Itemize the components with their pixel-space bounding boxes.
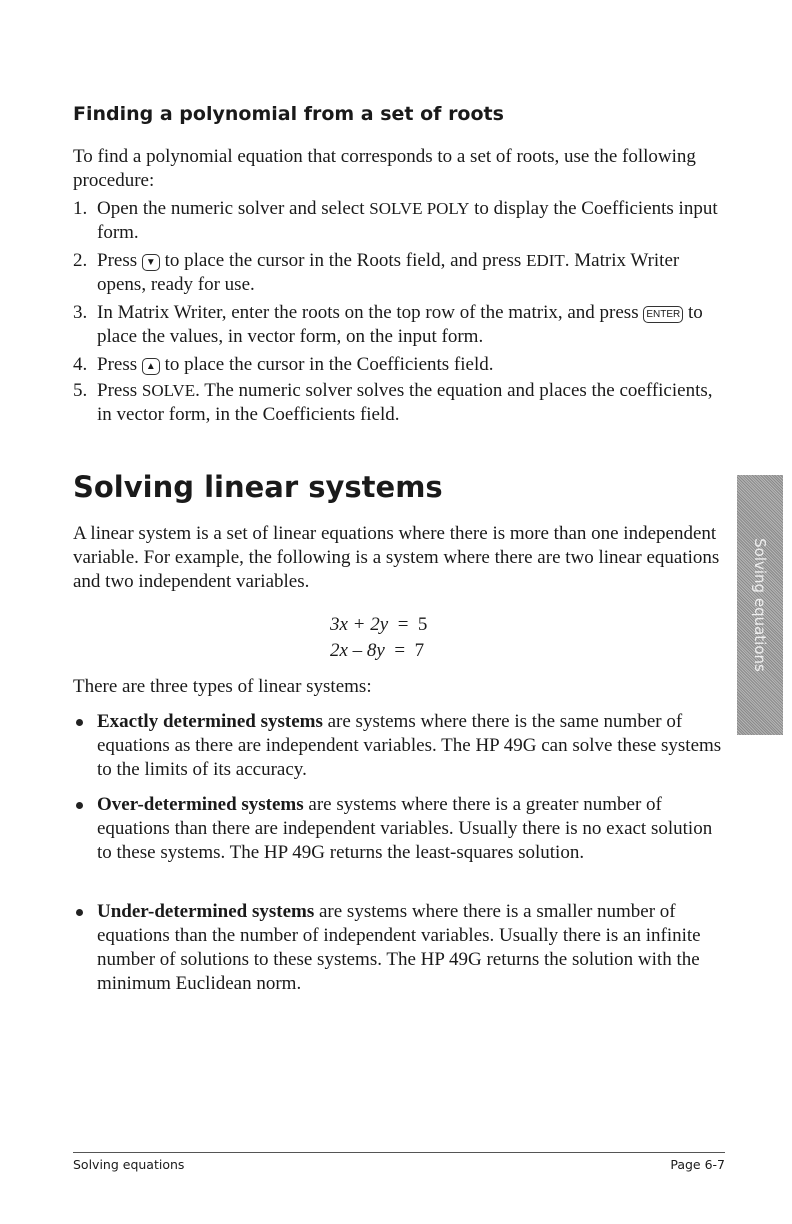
up-arrow-key-icon: ▲ — [142, 358, 160, 375]
step-text: Press — [97, 250, 142, 271]
step-number: 1. — [73, 198, 88, 219]
bullet-term: Over-determined systems — [97, 794, 304, 815]
equation — [330, 614, 427, 636]
bullet-item — [73, 710, 723, 782]
step-4 — [73, 353, 723, 377]
enter-key-icon: ENTER — [643, 306, 683, 323]
step-2 — [73, 249, 723, 297]
footer-chapter: Solving equations — [73, 1157, 185, 1172]
step-1 — [73, 197, 723, 245]
side-tab-label: Solving equations — [751, 538, 769, 672]
footer-rule — [73, 1152, 725, 1153]
equals-sign: = — [397, 614, 409, 635]
softkey-label: EDIT — [526, 251, 565, 270]
equals-sign: = — [394, 640, 406, 661]
step-number: 5. — [73, 380, 88, 401]
step-number: 3. — [73, 302, 88, 323]
equation — [330, 640, 424, 662]
types-intro: There are three types of linear systems: — [73, 676, 372, 697]
footer-page-number: Page 6-7 — [670, 1157, 725, 1172]
intro-paragraph: A linear system is a set of linear equations where there is more than one independent variable. For example, the following is a system where there are two linear equations and two independent variables. — [73, 523, 720, 592]
bullet-term: Under-determined systems — [97, 901, 315, 922]
equation-rhs: 5 — [417, 614, 428, 635]
chapter-side-tab — [737, 475, 783, 735]
bullet-item — [73, 793, 723, 865]
step-3 — [73, 301, 723, 349]
chapter-heading: Solving linear systems — [73, 470, 443, 504]
bullet-icon — [76, 802, 83, 809]
step-text: to place the cursor in the Coefficients field. — [159, 354, 494, 375]
step-text: Open the numeric solver and select — [97, 198, 370, 219]
step-number: 4. — [73, 354, 88, 375]
bullet-text: are systems where there is a smaller number of equations than the number of independent variables. Usually there is an infinite number of solutions to these systems. The HP 49G returns the solution with the minimum Euclidean norm. — [97, 901, 701, 994]
bullet-term: Exactly determined systems — [97, 711, 323, 732]
step-text: to display the Coefficients input form. — [97, 198, 718, 243]
step-text: . Matrix Writer opens, ready for use. — [97, 250, 680, 295]
softkey-label: SOLVE — [141, 381, 196, 400]
step-text: In Matrix Writer, enter the roots on the top row of the matrix, and press — [97, 302, 644, 323]
step-text: . The numeric solver solves the equation and places the coefficients, in vector form, in the Coefficients field. — [97, 380, 713, 425]
step-5 — [73, 379, 723, 427]
down-arrow-key-icon: ▼ — [142, 254, 160, 271]
bullet-text: are systems where there is a greater number of equations than there are independent variables. Usually there is no exact solution to these systems. The HP 49G returns the least-squares solution. — [97, 794, 713, 863]
bullet-icon — [76, 909, 83, 916]
bullet-icon — [76, 719, 83, 726]
equation-lhs: 3x + 2y — [330, 614, 389, 635]
step-text: Press — [97, 354, 142, 375]
equation-rhs: 7 — [414, 640, 425, 661]
step-number: 2. — [73, 250, 88, 271]
bullet-item — [73, 900, 723, 996]
section-heading: Finding a polynomial from a set of roots — [73, 103, 504, 125]
equation-lhs: 2x – 8y — [330, 640, 385, 661]
step-text: to place the values, in vector form, on the input form. — [97, 302, 703, 347]
bullet-text: are systems where there is the same number of equations as there are independent variables. The HP 49G can solve these systems to the limits of its accuracy. — [97, 711, 722, 780]
intro-paragraph: To find a polynomial equation that corresponds to a set of roots, use the following procedure: — [73, 146, 696, 191]
softkey-label: SOLVE POLY — [369, 199, 470, 218]
step-text: Press — [97, 380, 142, 401]
step-text: to place the cursor in the Roots field, and press — [159, 250, 527, 271]
